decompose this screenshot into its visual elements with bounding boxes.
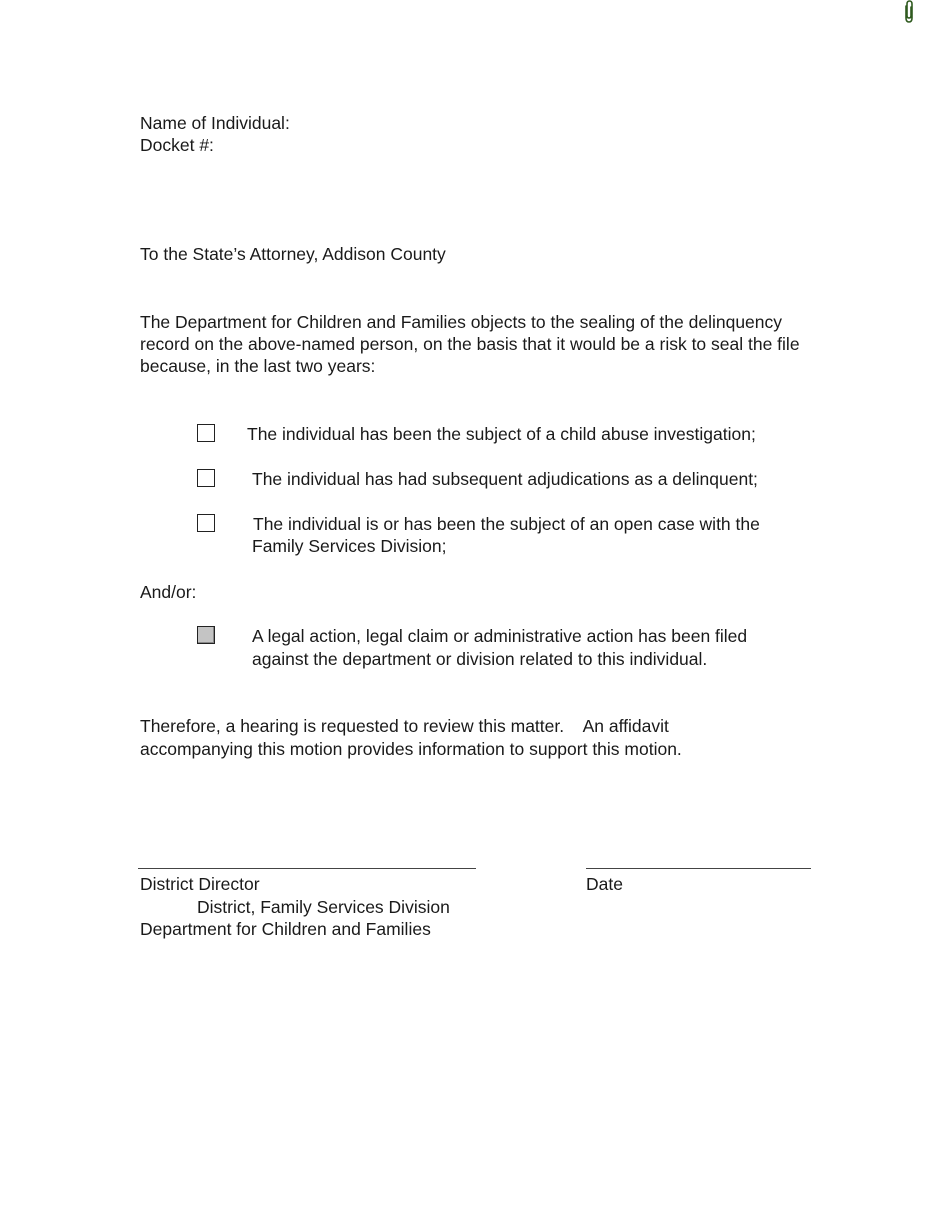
legal-action-checkbox[interactable] [197,626,215,644]
date-label: Date [586,874,623,894]
reason-3-text-line2: Family Services Division; [252,536,447,556]
paperclip-icon[interactable] [902,0,916,24]
reason-2-text: The individual has had subsequent adjudications as a delinquent; [252,469,758,489]
conclusion-line2: accompanying this motion provides information to support this motion. [140,739,682,759]
docket-number-label: Docket #: [140,135,214,155]
signature-line[interactable] [138,868,476,869]
conclusion-line1: Therefore, a hearing is requested to review this matter. An affidavit [140,716,669,736]
reason-2-checkbox[interactable] [197,469,215,487]
and-or-label: And/or: [140,582,197,602]
reason-1-checkbox[interactable] [197,424,215,442]
reason-1-text: The individual has been the subject of a child abuse investigation; [247,424,756,444]
intro-paragraph: The Department for Children and Families objects to the sealing of the delinquency record on the above-named person, on the basis that it would be a risk to seal the file because, in the last two years: [140,312,800,376]
addressee: To the State’s Attorney, Addison County [140,244,446,264]
legal-action-text-line2: against the department or division related to this individual. [252,649,708,669]
division-label: District, Family Services Division [197,897,450,917]
reason-3-text-line1: The individual is or has been the subject of an open case with the [253,514,760,534]
date-line[interactable] [586,868,811,869]
name-of-individual-label: Name of Individual: [140,113,290,133]
legal-action-text-line1: A legal action, legal claim or administrative action has been filed [252,626,748,646]
reason-3-checkbox[interactable] [197,514,215,532]
department-label: Department for Children and Families [140,919,431,939]
district-director-label: District Director [140,874,260,894]
